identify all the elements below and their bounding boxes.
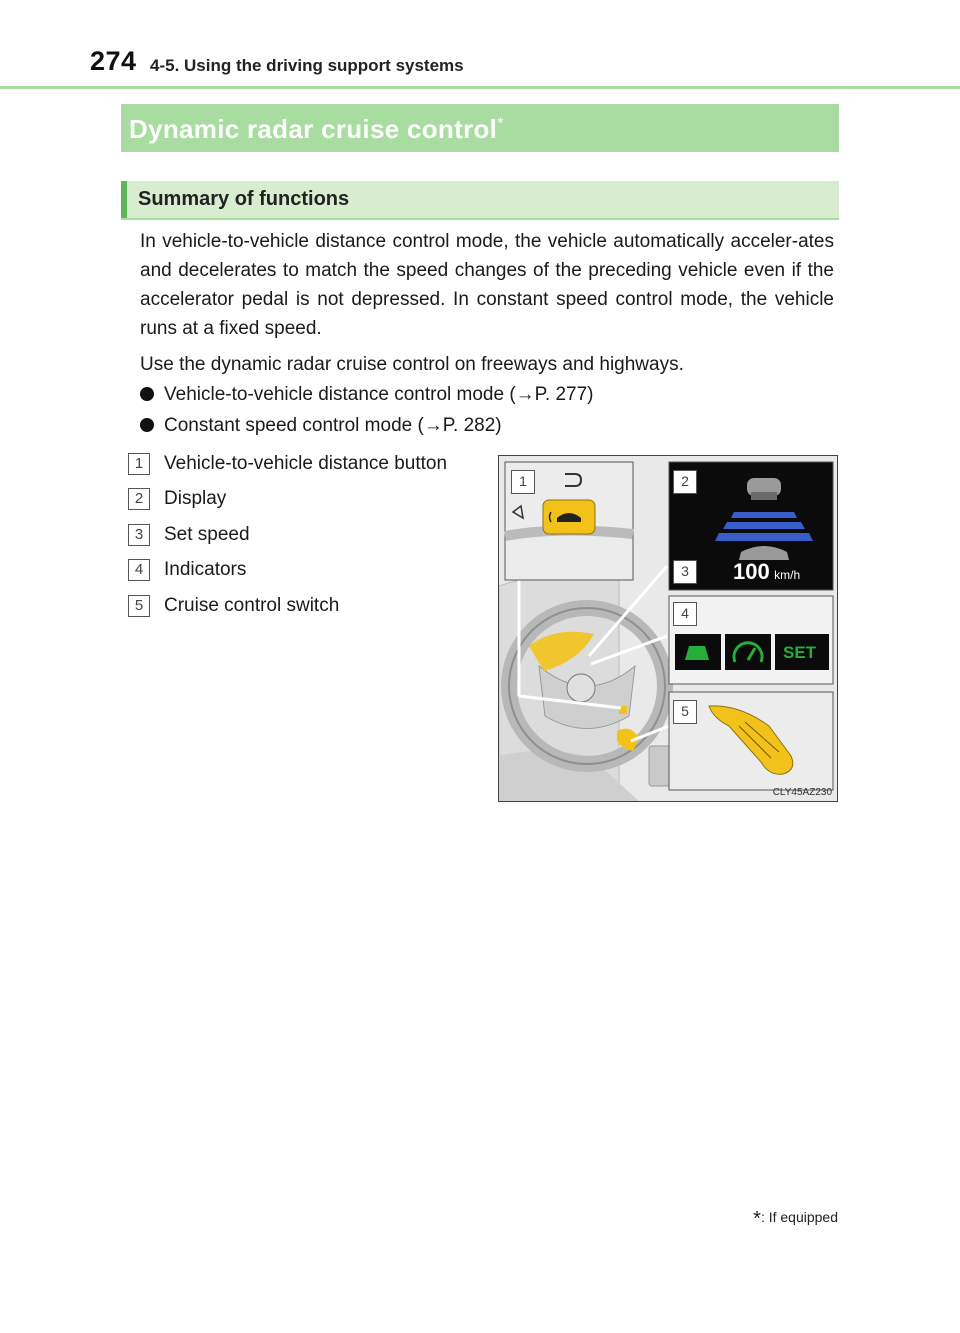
title-bar (121, 104, 839, 152)
set-speed-value: 100 (733, 559, 770, 584)
wheel-emblem (567, 674, 595, 702)
callout-1: 1 (511, 470, 535, 494)
legend-number: 2 (128, 488, 150, 510)
section-header: 4-5. Using the driving support systems (150, 56, 464, 75)
distance-bar (723, 522, 805, 529)
header-rule (0, 86, 960, 89)
legend-label: Indicators (164, 559, 247, 580)
legend-number: 5 (128, 595, 150, 617)
legend-label: Vehicle-to-vehicle distance button (164, 453, 448, 474)
radar-cruise-indicator-icon (685, 646, 709, 660)
page-number: 274 (90, 46, 137, 76)
figure-illustration (499, 456, 837, 801)
callout-2: 2 (673, 470, 697, 494)
legend-number: 1 (128, 453, 150, 475)
bullet-text: Vehicle-to-vehicle distance control mode (→P. 277) (164, 384, 594, 405)
legend-label: Cruise control switch (164, 595, 340, 616)
subtitle-bar (121, 181, 839, 220)
title-asterisk: * (497, 115, 504, 133)
subtitle: Summary of functions (138, 188, 350, 210)
indicator-tile (725, 634, 771, 670)
subtitle-accent (121, 181, 127, 218)
callout-5: 5 (673, 700, 697, 724)
legend-number: 4 (128, 559, 150, 581)
page-title (129, 114, 504, 145)
distance-bar (731, 512, 797, 518)
intro-paragraph: In vehicle-to-vehicle distance control mode, the vehicle automatically acceler-ates and decelerates to match the speed changes of the preceding vehicle even if the accelerator pedal is not depressed. In constant speed control mode, the vehicle runs at a fixed speed. (140, 231, 834, 339)
set-speed-unit: km/h (774, 568, 801, 582)
display-preceding-car-base (751, 492, 777, 500)
set-speed-readout (733, 559, 800, 585)
title-text: Dynamic radar cruise control (129, 114, 498, 144)
callout-4: 4 (673, 602, 697, 626)
footnote-text: : If equipped (760, 1209, 838, 1225)
footnote (753, 1208, 838, 1231)
bullet-dot (140, 387, 154, 401)
cruise-control-figure (498, 455, 838, 802)
bullet-item (140, 413, 502, 439)
legend-label: Set speed (164, 524, 250, 545)
bullet-dot (140, 418, 154, 432)
figure-code: CLY45AZ230 (772, 787, 832, 798)
callout-3: 3 (673, 560, 697, 584)
set-indicator: SET (783, 643, 817, 662)
bullet-item (140, 382, 594, 408)
footnote-star: * (753, 1208, 761, 1230)
usage-paragraph: Use the dynamic radar cruise control on freeways and highways. (140, 354, 684, 375)
bullet-text: Constant speed control mode (→P. 282) (164, 415, 502, 436)
legend-number: 3 (128, 524, 150, 546)
distance-bar (715, 533, 813, 541)
legend-label: Display (164, 488, 227, 509)
